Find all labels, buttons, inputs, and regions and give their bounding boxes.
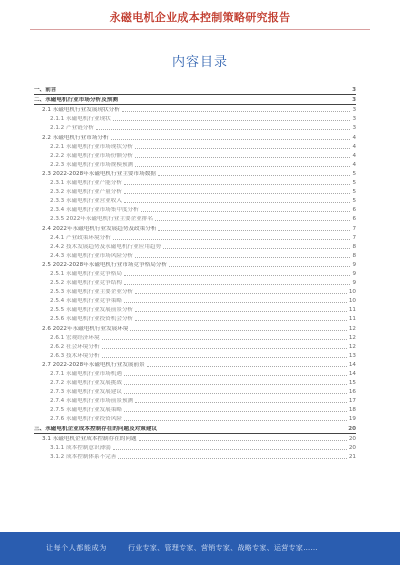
- toc-entry-label: 2.2.3 永磁电机行业市场规模预测: [50, 161, 134, 168]
- toc-entry[interactable]: [34, 443, 356, 452]
- toc-entry-page: 20: [348, 425, 356, 432]
- toc-entry-page: 4: [352, 134, 356, 141]
- toc-entry-label: 2.5.5 永磁电机行业发展前景分析: [50, 307, 134, 314]
- toc-entry[interactable]: [34, 269, 356, 278]
- toc-entry-label: 2.1.1 永磁电机行业现状: [50, 116, 111, 123]
- toc-leader-dots: [135, 293, 347, 294]
- toc-entry-page: 9: [352, 261, 356, 268]
- toc-entry[interactable]: [34, 405, 356, 414]
- toc-entry[interactable]: [34, 142, 356, 151]
- toc-entry-page: 17: [348, 398, 356, 405]
- toc-entry-page: 3: [352, 107, 356, 114]
- toc-entry[interactable]: [34, 296, 356, 305]
- toc-entry-label: 2.5.1 永磁电机行业竞争格局: [50, 270, 122, 277]
- toc-entry[interactable]: [34, 95, 356, 105]
- toc-entry[interactable]: [34, 187, 356, 196]
- toc-entry[interactable]: [34, 351, 356, 360]
- toc-entry-page: 14: [348, 361, 356, 368]
- toc-entry-page: 7: [352, 234, 356, 241]
- toc-entry[interactable]: [34, 423, 356, 433]
- toc-entry[interactable]: [34, 223, 356, 232]
- toc-entry-label: 2.4.3 永磁电机行业市场风险分析: [50, 252, 134, 259]
- toc-entry-label: 2.5.2 永磁电机行业竞争结构: [50, 280, 122, 287]
- toc-leader-dots: [141, 211, 351, 212]
- toc-leader-dots: [111, 139, 351, 140]
- toc-entry[interactable]: [34, 132, 356, 141]
- toc-entry-label: 2.7.2 永磁电机行业发展挑战: [50, 380, 122, 387]
- toc-entry[interactable]: [34, 305, 356, 314]
- toc-entry[interactable]: [34, 378, 356, 387]
- toc-leader-dots: [130, 330, 346, 331]
- toc-entry-page: 8: [352, 243, 356, 250]
- toc-entry-page: 5: [352, 180, 356, 187]
- toc-entry-page: 6: [352, 207, 356, 214]
- toc-entry[interactable]: [34, 105, 356, 114]
- toc-entry-label: 三、永磁电机企业成本控制存在的问题及对策建议: [34, 425, 158, 432]
- toc-entry[interactable]: [34, 205, 356, 214]
- toc-entry-label: 2.6 2022年永磁电机行业发展环境: [42, 325, 129, 332]
- toc-leader-dots: [113, 449, 347, 450]
- toc-entry-page: 13: [348, 352, 356, 359]
- page-header: [0, 0, 400, 30]
- toc-entry-page: 3: [352, 116, 356, 123]
- toc-entry[interactable]: [34, 333, 356, 342]
- toc-entry-page: 18: [348, 407, 356, 414]
- report-title: 永磁电机企业成本控制策略研究报告: [109, 11, 291, 24]
- toc-entry[interactable]: [34, 169, 356, 178]
- toc-leader-dots: [159, 430, 346, 431]
- toc-entry-page: 4: [352, 143, 356, 150]
- page-footer: [0, 532, 400, 565]
- toc-leader-dots: [124, 202, 350, 203]
- toc-leader-dots: [135, 148, 350, 149]
- toc-leader-dots: [139, 440, 347, 441]
- toc-entry-page: 5: [352, 189, 356, 196]
- toc-entry-label: 一、前言: [34, 87, 57, 94]
- toc-leader-dots: [124, 275, 350, 276]
- toc-entry-label: 2.2.2 永磁电机行业市场份额分析: [50, 152, 134, 159]
- toc-entry-page: 9: [352, 280, 356, 287]
- toc-entry[interactable]: [34, 85, 356, 95]
- toc-entry-label: 2.3 2022-2028年永磁电机行业主要市场数据: [42, 170, 156, 177]
- toc-leader-dots: [96, 129, 350, 130]
- toc-entry-label: 2.5.3 永磁电机行业主要企业分析: [50, 289, 134, 296]
- toc-leader-dots: [102, 357, 347, 358]
- toc-leader-dots: [113, 239, 351, 240]
- toc-entry-page: 10: [348, 298, 356, 305]
- toc-leader-dots: [102, 348, 347, 349]
- header-divider: [30, 29, 370, 30]
- toc-entry-label: 2.6.2 社会环境分析: [50, 343, 100, 350]
- toc-entry[interactable]: [34, 278, 356, 287]
- toc-entry-label: 2.7.5 永磁电机行业发展策略: [50, 407, 122, 414]
- toc-entry[interactable]: [34, 387, 356, 396]
- toc-entry[interactable]: [34, 396, 356, 405]
- toc-entry[interactable]: [34, 434, 356, 443]
- toc-entry[interactable]: [34, 178, 356, 187]
- toc-entry-label: 2.5.6 永磁电机行业投资机会分析: [50, 316, 134, 323]
- toc-entry[interactable]: [34, 342, 356, 351]
- toc-leader-dots: [124, 302, 347, 303]
- toc-leader-dots: [135, 311, 347, 312]
- toc-entry-label: 2.3.1 永磁电机行业产能分析: [50, 180, 122, 187]
- toc-entry-page: 15: [348, 380, 356, 387]
- toc-entry-label: 2.6.3 技术环境分析: [50, 352, 100, 359]
- toc-leader-dots: [124, 193, 350, 194]
- toc-entry-label: 2.2.1 永磁电机行业市场现状分析: [50, 143, 134, 150]
- toc-leader-dots: [135, 402, 347, 403]
- toc-entry-label: 二、永磁电机行业市场分析及预测: [34, 97, 118, 104]
- toc-entry-page: 9: [352, 270, 356, 277]
- toc-entry-label: 2.7.4 永磁电机行业市场前景预测: [50, 398, 134, 405]
- toc-entry[interactable]: [34, 196, 356, 205]
- toc-leader-dots: [158, 175, 351, 176]
- toc-leader-dots: [135, 257, 350, 258]
- toc-entry-page: 20: [348, 444, 356, 451]
- toc-leader-dots: [102, 339, 347, 340]
- toc-entry-label: 2.3.5 2022年永磁电机行业主要企业排名: [50, 216, 153, 223]
- toc-leader-dots: [124, 393, 347, 394]
- toc-entry-page: 6: [352, 216, 356, 223]
- toc-entry-page: 8: [352, 252, 356, 259]
- toc-leader-dots: [155, 220, 350, 221]
- toc-entry[interactable]: [34, 233, 356, 242]
- toc-entry-label: 2.4.1 产业政策环境分析: [50, 234, 111, 241]
- toc-entry[interactable]: [34, 260, 356, 269]
- toc-entry-page: 11: [348, 307, 356, 314]
- toc-leader-dots: [135, 320, 347, 321]
- toc-entry-label: 2.6.1 宏观经济环境: [50, 334, 100, 341]
- toc-entry-label: 3.1.2 成本控制体系不完善: [50, 453, 117, 460]
- toc-entry[interactable]: [34, 287, 356, 296]
- toc-entry-label: 2.7 2022-2028年永磁电机行业发展前景: [42, 361, 145, 368]
- toc-leader-dots: [135, 166, 350, 167]
- toc-leader-dots: [124, 384, 347, 385]
- toc-leader-dots: [135, 157, 350, 158]
- toc-entry[interactable]: [34, 314, 356, 323]
- toc-entry-page: 11: [348, 316, 356, 323]
- toc-entry-page: 5: [352, 170, 356, 177]
- toc-entry-page: 12: [348, 343, 356, 350]
- toc-entry-label: 2.4 2022年永磁电机行业发展趋势及政策分析: [42, 225, 157, 232]
- toc-leader-dots: [58, 91, 350, 92]
- toc-leader-dots: [169, 266, 350, 267]
- toc-entry-page: 3: [352, 125, 356, 132]
- toc-entry[interactable]: [34, 114, 356, 123]
- table-of-contents: [34, 85, 356, 461]
- toc-entry-page: 21: [348, 453, 356, 460]
- toc-entry-page: 16: [348, 389, 356, 396]
- toc-entry-label: 3.1.1 成本控制意识薄弱: [50, 444, 111, 451]
- toc-entry-label: 2.1 永磁电机行业发展现状分析: [42, 107, 120, 114]
- toc-entry-label: 2.7.3 永磁电机行业发展建议: [50, 389, 122, 396]
- toc-entry-label: 2.2 永磁电机行业市场分析: [42, 134, 109, 141]
- toc-entry[interactable]: [34, 151, 356, 160]
- toc-entry[interactable]: [34, 323, 356, 332]
- toc-entry-page: 12: [348, 325, 356, 332]
- toc-leader-dots: [124, 375, 347, 376]
- toc-leader-dots: [124, 411, 347, 412]
- toc-leader-dots: [122, 111, 351, 112]
- toc-entry-page: 20: [348, 435, 356, 442]
- toc-leader-dots: [147, 366, 347, 367]
- toc-entry-label: 2.5.4 永磁电机行业竞争策略: [50, 298, 122, 305]
- toc-entry-label: 2.3.4 永磁电机行业市场集中度分析: [50, 207, 139, 214]
- toc-entry-label: 3.1 永磁电机企业成本控制存在的问题: [42, 435, 137, 442]
- toc-entry[interactable]: [34, 369, 356, 378]
- toc-entry[interactable]: [34, 160, 356, 169]
- footer-slogan: 让每个人都能成为: [46, 544, 107, 552]
- toc-entry-label: 2.7.6 永磁电机行业投资风险: [50, 416, 122, 423]
- toc-entry-page: 4: [352, 152, 356, 159]
- toc-entry-label: 2.5 2022-2028年永磁电机行业市场竞争格局分析: [42, 261, 168, 268]
- toc-entry[interactable]: [34, 360, 356, 369]
- toc-heading: 内容目录: [171, 55, 228, 70]
- toc-entry-page: 10: [348, 289, 356, 296]
- footer-roles: 行业专家、管理专家、营销专家、战略专家、运营专家……: [128, 544, 318, 552]
- toc-entry[interactable]: [34, 214, 356, 223]
- toc-leader-dots: [124, 184, 350, 185]
- toc-leader-dots: [113, 120, 351, 121]
- toc-leader-dots: [120, 101, 350, 102]
- toc-leader-dots: [158, 230, 350, 231]
- toc-entry-label: 2.1.2 产业链分析: [50, 125, 94, 132]
- toc-entry-page: 4: [352, 161, 356, 168]
- toc-leader-dots: [118, 458, 347, 459]
- toc-entry-page: 19: [348, 416, 356, 423]
- toc-entry-page: 7: [352, 225, 356, 232]
- toc-entry-label: 2.4.2 技术发展趋势及永磁电机行业应用趋势: [50, 243, 162, 250]
- toc-leader-dots: [163, 248, 350, 249]
- toc-entry-page: 14: [348, 371, 356, 377]
- toc-entry[interactable]: [34, 414, 356, 423]
- toc-entry-label: 2.7.1 永磁电机行业市场机遇: [50, 371, 122, 377]
- toc-leader-dots: [124, 420, 347, 421]
- toc-entry-label: 2.3.2 永磁电机行业产量分析: [50, 189, 122, 196]
- toc-entry-page: 5: [352, 198, 356, 205]
- toc-entry[interactable]: [34, 242, 356, 251]
- toc-entry[interactable]: [34, 123, 356, 132]
- toc-entry-page: 3: [352, 87, 356, 94]
- toc-entry-page: 12: [348, 334, 356, 341]
- toc-entry-label: 2.3.3 永磁电机行业营业收入: [50, 198, 122, 205]
- toc-entry[interactable]: [34, 452, 356, 461]
- toc-entry-page: 3: [352, 97, 356, 104]
- toc-entry[interactable]: [34, 251, 356, 260]
- toc-leader-dots: [124, 284, 350, 285]
